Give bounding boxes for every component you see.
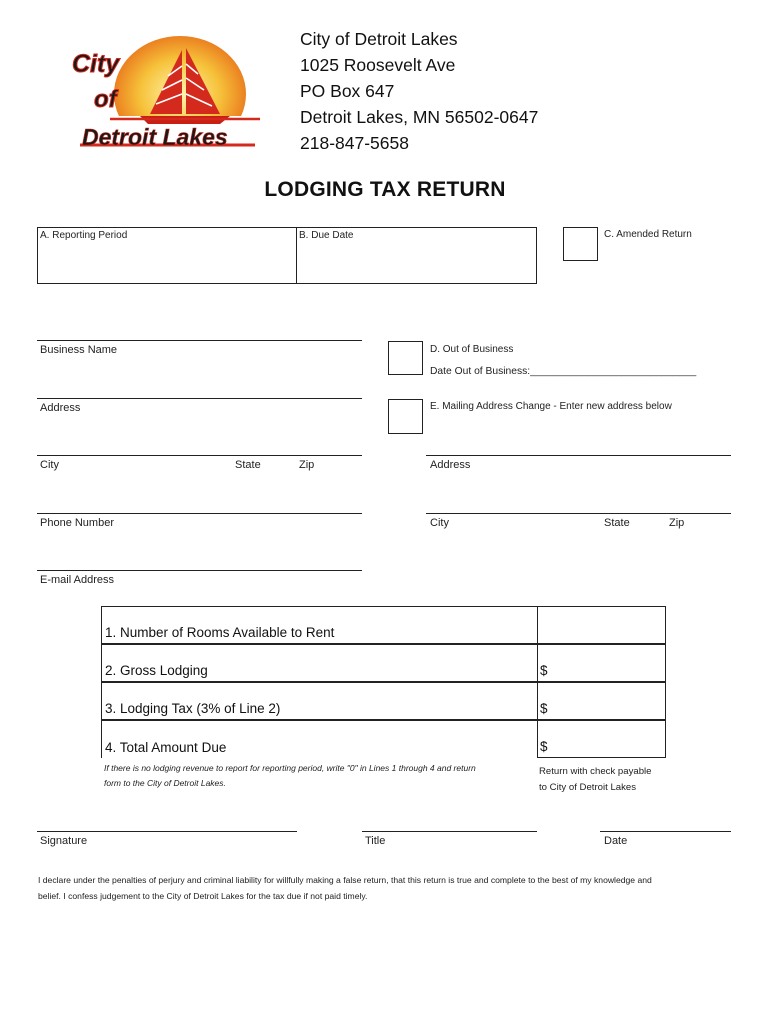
tax-calculation-table (101, 606, 666, 758)
row-label-cell (101, 644, 537, 682)
payable-note (539, 764, 652, 796)
row-label: 3. Lodging Tax (3% of Line 2) (105, 701, 281, 716)
row-value: $ (540, 701, 548, 716)
address-line (37, 398, 362, 399)
city-address (300, 26, 538, 156)
reporting-period-label: A. Reporting Period (40, 230, 128, 241)
mailing-address-change-label: E. Mailing Address Change - Enter new address below (430, 401, 672, 412)
out-of-business-checkbox[interactable] (388, 341, 423, 375)
note-line-2: form to the City of Detroit Lakes. (104, 778, 226, 788)
new-address-input[interactable] (426, 435, 731, 455)
phone-label: Phone Number (40, 517, 114, 529)
amended-return-checkbox[interactable] (563, 227, 598, 261)
row-label: 2. Gross Lodging (105, 663, 208, 678)
email-label: E-mail Address (40, 574, 114, 586)
reporting-period-field[interactable] (37, 227, 298, 284)
business-name-label: Business Name (40, 344, 118, 356)
row-label: 1. Number of Rooms Available to Rent (105, 625, 335, 640)
table-row (101, 606, 666, 644)
address-input[interactable] (37, 378, 362, 398)
city-citystate: Detroit Lakes, MN 56502-0647 (300, 107, 539, 127)
perjury-declaration (38, 872, 728, 904)
row-value: $ (540, 739, 548, 754)
date-label: Date (604, 835, 628, 847)
city-state-zip-input[interactable] (37, 435, 362, 455)
gross-lodging-input[interactable] (537, 644, 666, 682)
new-city-state-zip-input[interactable] (426, 493, 731, 513)
row-label-cell (101, 720, 537, 758)
signature-label: Signature (40, 835, 88, 847)
date-line (600, 831, 731, 832)
new-city-line (426, 513, 731, 514)
email-line (37, 570, 362, 571)
new-address-line (426, 455, 731, 456)
row-value: $ (540, 663, 548, 678)
row-label: 4. Total Amount Due (105, 740, 227, 755)
form-title: LODGING TAX RETURN (264, 178, 506, 201)
business-name-input[interactable] (37, 320, 362, 340)
new-state-label: State (604, 517, 630, 529)
phone-line (37, 513, 362, 514)
business-name-line (37, 340, 362, 341)
city-logo (70, 36, 270, 160)
zip-label: Zip (299, 459, 315, 471)
title-line (362, 831, 537, 832)
mailing-address-change-checkbox[interactable] (388, 399, 423, 434)
lodging-tax-input[interactable] (537, 682, 666, 720)
city-phone: 218-847-5658 (300, 133, 409, 153)
logo-text-detroit-lakes: Detroit Lakes (82, 124, 228, 150)
amended-return-label: C. Amended Return (604, 229, 692, 240)
title-label: Title (365, 835, 386, 847)
declaration-line-1: I declare under the penalties of perjury and criminal liability for willfully making a false return, that this return is true and complete to the best of my knowledge and (38, 875, 652, 885)
city-name: City of Detroit Lakes (300, 29, 458, 49)
note-line-1: If there is no lodging revenue to report for reporting period, write "0" in Lines 1 through 4 and return (104, 763, 476, 773)
email-input[interactable] (37, 550, 362, 570)
due-date-field[interactable] (296, 227, 537, 284)
date-out-of-business-label[interactable]: Date Out of Business:_____________________________ (430, 366, 697, 377)
address-label: Address (40, 402, 81, 414)
zero-revenue-note (104, 761, 529, 791)
rooms-available-input[interactable] (537, 606, 666, 644)
city-pobox: PO Box 647 (300, 81, 395, 101)
city-street: 1025 Roosevelt Ave (300, 55, 456, 75)
payable-line-2: to City of Detroit Lakes (539, 782, 637, 793)
table-row (101, 682, 666, 720)
state-label: State (235, 459, 261, 471)
due-date-label: B. Due Date (299, 230, 354, 241)
new-address-label: Address (430, 459, 471, 471)
new-city-label: City (430, 517, 449, 529)
out-of-business-label: D. Out of Business (430, 344, 514, 355)
title-input[interactable] (362, 811, 537, 831)
table-row (101, 720, 666, 758)
total-amount-due-input[interactable] (537, 720, 666, 758)
new-zip-label: Zip (669, 517, 685, 529)
city-label: City (40, 459, 59, 471)
declaration-line-2: belief. I confess judgement to the City of Detroit Lakes for the tax due if not paid timely. (38, 891, 368, 901)
signature-line (37, 831, 297, 832)
row-label-cell (101, 682, 537, 720)
logo-text-of: of (94, 86, 117, 113)
signature-input[interactable] (37, 811, 297, 831)
phone-input[interactable] (37, 493, 362, 513)
city-line (37, 455, 362, 456)
logo-text-city: City (72, 50, 120, 78)
date-input[interactable] (600, 811, 731, 831)
row-label-cell (101, 606, 537, 644)
payable-line-1: Return with check payable (539, 766, 652, 777)
table-row (101, 644, 666, 682)
